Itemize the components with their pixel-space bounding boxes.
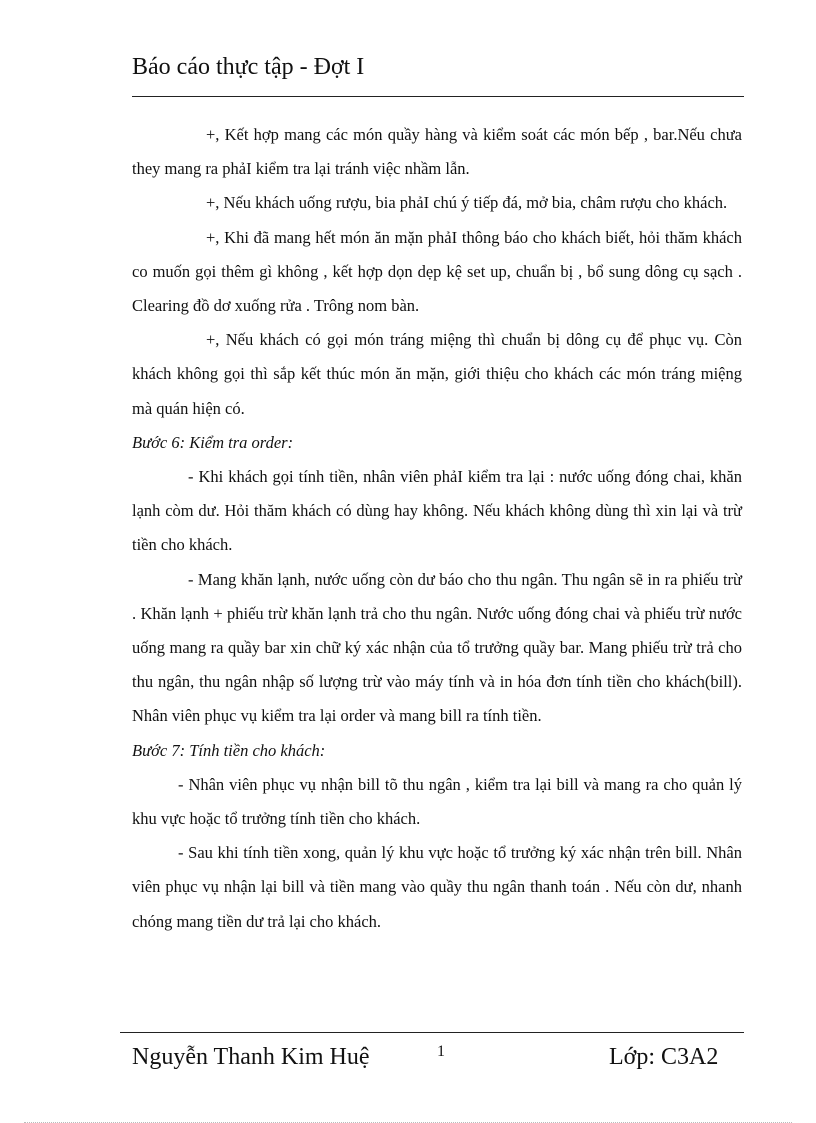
step-6-heading: Bước 6: Kiểm tra order: [132,432,294,452]
paragraph-payment: - Sau khi tính tiền xong, quản lý khu vực hoặc tổ trưởng ký xác nhận trên bill. Nhân viên phục vụ nhận lại bill và tiền mang vào quầy thu ngân thanh toán . Nếu còn dư, nhanh chóng mang tiền dư trả lại cho khách. [132,843,742,931]
paragraph-dessert: +, Nếu khách có gọi món tráng miệng thì chuẩn bị dông cụ để phục vụ. Còn khách không gọi thì sắp kết thúc món ăn mặn, giới thiệu cho khách các món tráng miệng mà quán hiện có. [132,330,742,418]
paragraph-main-course-done: +, Khi đã mang hết món ăn mặn phảI thông báo cho khách biết, hỏi thăm khách co muốn gọi thêm gì không , kết hợp dọn dẹp kệ set up, chuẩn bị , bổ sung dông cụ sạch . Clearing đồ dơ xuống rửa . Trông nom bàn. [132,227,742,316]
footer-divider [120,1032,744,1033]
paragraph-check-order: - Khi khách gọi tính tiền, nhân viên phảI kiểm tra lại : nước uống đóng chai, khăn lạnh còm dư. Hỏi thăm khách có dùng hay không. Nếu khách không dùng thì xin lại và trừ tiền cho khách. [132,467,742,555]
paragraph-receive-bill: - Nhân viên phục vụ nhận bill tõ thu ngân , kiểm tra lại bill và mang ra cho quản lý khu vực hoặc tổ trưởng tính tiền cho khách. [132,774,742,829]
paragraph-report-cashier: - Mang khăn lạnh, nước uống còn dư báo cho thu ngân. Thu ngân sẽ in ra phiếu trừ . Khăn lạnh + phiếu trừ khăn lạnh trả cho thu ngân. Nước uống đóng chai và phiếu trừ nước uống mang ra quầy bar xin chữ ký xác nhận của tổ trưởng quầy bar. Mang phiếu trừ trả cho thu ngân, thu ngân nhập số lượng trừ vào máy tính và in hóa đơn tính tiền cho khách(bill). Nhân viên phục vụ kiểm tra lại order và mang bill ra tính tiền. [132,569,742,726]
paragraph-combine-dishes: +, Kết hợp mang các món quầy hàng và kiểm soát các món bếp , bar.Nếu chưa they mang ra phảI kiểm tra lại tránh việc nhầm lẫn. [132,125,742,179]
step-7-heading: Bước 7: Tính tiền cho khách: [132,740,326,760]
page-number: 1 [437,1043,445,1060]
footer-class-label: Lớp: C3A2 [609,1044,719,1070]
document-body [132,118,742,939]
header-title: Báo cáo thực tập - Đợt I [132,54,365,80]
footer-author: Nguyễn Thanh Kim Huệ [132,1044,370,1070]
paragraph-drinks-service: +, Nếu khách uống rượu, bia phảI chú ý tiếp đá, mở bia, châm rượu cho khách. [206,193,728,213]
header-divider [132,96,744,97]
